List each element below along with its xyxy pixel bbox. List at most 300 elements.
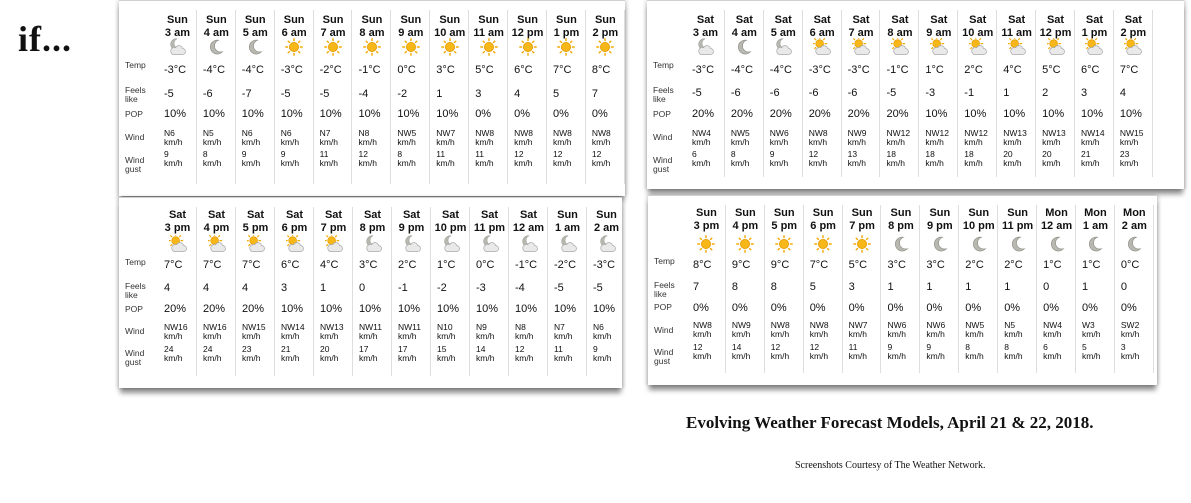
time-label: 6 am	[809, 27, 835, 39]
pop-value: 10%	[593, 303, 616, 315]
sun-icon	[519, 38, 537, 56]
wind-value: NW4 km/h	[692, 128, 711, 147]
wind-unit: km/h	[925, 137, 944, 147]
wind-unit: km/h	[887, 329, 906, 339]
feels-like-value: -2	[437, 282, 447, 294]
time-label: 3 am	[692, 27, 718, 39]
partly-cloudy-icon	[852, 38, 870, 56]
column-header	[1075, 14, 1114, 40]
forecast-column	[275, 1, 314, 196]
wind-gust-value: 12 km/h	[514, 149, 533, 168]
wind-value: NW9 km/h	[847, 128, 867, 147]
wind-value: NW8 km/h	[591, 128, 611, 147]
row-label-wind-gust: Wind gust	[653, 155, 673, 174]
forecast-column	[158, 1, 197, 196]
feels-like-value: 4	[514, 88, 521, 100]
wind-gust-value: 9 km/h	[241, 149, 261, 168]
partly-cloudy-icon	[325, 235, 343, 253]
wind-gust-value: 8 km/h	[965, 342, 984, 361]
forecast-column	[882, 196, 921, 385]
forecast-column	[804, 196, 843, 385]
wind-value: N6 km/h	[593, 322, 612, 341]
temp-value: 8°C	[693, 259, 712, 271]
gust-unit: km/h	[693, 351, 712, 361]
forecast-column	[881, 1, 920, 189]
feels-like-value: 4	[1119, 87, 1127, 99]
time-label: 8 am	[359, 27, 385, 39]
gust-unit: km/h	[1042, 158, 1061, 168]
forecast-column	[998, 196, 1037, 385]
wind-value: W3 km/h	[1082, 320, 1101, 339]
partly-cloudy-icon	[813, 38, 831, 56]
pop-value: 10%	[398, 303, 421, 315]
temp-value: 6°C	[281, 259, 300, 271]
wind-value: NW9 km/h	[731, 320, 751, 339]
caption: Evolving Weather Forecast Models, April 21 & 22, 2018.	[686, 413, 1094, 432]
wind-gust-value: 12 km/h	[770, 342, 790, 361]
day-label: Sun	[851, 207, 873, 219]
time-label: 6 pm	[810, 220, 836, 232]
wind-value: NW16 km/h	[203, 322, 227, 341]
time-label: 9 pm	[398, 222, 425, 234]
row-label-wind: Wind	[653, 132, 673, 142]
sun-icon	[480, 38, 498, 56]
pop-value: 0%	[965, 302, 982, 314]
pop-value: 20%	[886, 108, 909, 120]
wind-value: NW16 km/h	[164, 322, 188, 341]
forecast-column	[236, 1, 275, 196]
column-header	[1115, 207, 1154, 233]
wind-unit: km/h	[770, 329, 790, 339]
temp-value: -3°C	[808, 64, 831, 76]
wind-gust-value: 20 km/h	[320, 344, 339, 363]
temp-value: 6°C	[514, 64, 533, 76]
pop-value: 0%	[1004, 302, 1021, 314]
feels-like-value: 1	[1004, 281, 1011, 293]
column-header	[882, 207, 921, 233]
wind-unit: km/h	[926, 329, 945, 339]
pop-value: 10%	[925, 108, 948, 120]
temp-value: 0°C	[476, 259, 495, 271]
wind-unit: km/h	[515, 331, 534, 341]
day-label: Sat	[246, 209, 265, 221]
time-label: 5 pm	[242, 222, 269, 234]
time-label: 3 am	[164, 27, 190, 39]
day-label: Sat	[1008, 14, 1026, 26]
forecast-column	[431, 198, 470, 388]
column-header	[686, 14, 725, 40]
gust-unit: km/h	[241, 158, 261, 168]
forecast-column	[1037, 196, 1076, 385]
temp-value: 2°C	[398, 259, 417, 271]
feels-like-value: -5	[593, 282, 603, 294]
wind-gust-value: 9 km/h	[280, 149, 300, 168]
row-label-wind-gust: Wind gust	[654, 347, 674, 366]
day-label: Mon	[1084, 207, 1107, 219]
day-label: Sun	[322, 14, 344, 26]
partly-cloudy-icon	[286, 235, 304, 253]
column-header	[919, 14, 958, 40]
gust-unit: km/h	[358, 158, 377, 168]
panel-top-right	[647, 0, 1184, 189]
wind-value: NW6 km/h	[769, 128, 789, 147]
moon-icon	[207, 38, 225, 56]
time-label: 11 pm	[473, 222, 506, 234]
forecast-column	[392, 198, 431, 388]
time-label: 4 am	[203, 27, 229, 39]
wind-gust-value: 12 km/h	[693, 342, 712, 361]
forecast-column	[842, 1, 881, 189]
wind-value: NW11 km/h	[398, 322, 421, 341]
wind-value: NW13 km/h	[1003, 128, 1027, 147]
temp-value: 1°C	[925, 64, 944, 76]
gust-unit: km/h	[1119, 158, 1139, 168]
wind-unit: km/h	[964, 137, 983, 147]
day-label: Sat	[891, 14, 909, 26]
gust-unit: km/h	[886, 158, 905, 168]
temp-value: -1°C	[886, 64, 909, 76]
partly-cloudy-night-icon	[442, 235, 460, 253]
wind-gust-value: 12 km/h	[358, 149, 377, 168]
day-label: Sat	[969, 14, 987, 26]
column-header	[469, 14, 508, 40]
column-header	[843, 207, 882, 233]
row-label-temp: Temp	[125, 60, 146, 70]
partly-cloudy-night-icon	[696, 38, 714, 56]
day-label: Mon	[1123, 207, 1146, 219]
row-label-wind-gust: Wind gust	[125, 348, 145, 367]
temp-value: 9°C	[731, 259, 751, 271]
forecast-column	[509, 198, 548, 388]
wind-gust-value: 18 km/h	[886, 149, 905, 168]
wind-gust-value: 23 km/h	[1119, 149, 1139, 168]
wind-value: NW12 km/h	[925, 128, 950, 147]
time-label: 2 pm	[1120, 27, 1147, 39]
gust-unit: km/h	[164, 158, 183, 168]
wind-value: N7 km/h	[319, 128, 339, 147]
temp-value: 5°C	[475, 64, 494, 76]
feels-like-value: -2	[397, 88, 408, 100]
wind-gust-value: 20 km/h	[1003, 149, 1022, 168]
column-header	[391, 14, 430, 40]
gust-unit: km/h	[398, 353, 417, 363]
column-header	[275, 209, 314, 235]
forecast-column	[314, 198, 353, 388]
column-header	[764, 14, 803, 40]
pop-value: 0%	[926, 302, 943, 314]
day-label: Sun	[968, 207, 990, 219]
wind-gust-value: 8 km/h	[1004, 342, 1023, 361]
pop-value: 10%	[358, 108, 381, 120]
partly-cloudy-icon	[930, 38, 948, 56]
wind-unit: km/h	[164, 331, 183, 341]
time-label: 2 am	[1121, 220, 1147, 232]
gust-unit: km/h	[514, 158, 533, 168]
wind-unit: km/h	[242, 331, 261, 341]
time-label: 11 am	[473, 27, 504, 39]
forecast-column	[803, 1, 842, 189]
moon-icon	[735, 38, 753, 56]
temp-value: 0°C	[1120, 259, 1140, 271]
feels-like-value: -4	[515, 282, 525, 294]
column-header	[430, 14, 469, 40]
forecast-column	[197, 1, 236, 196]
day-label: Sun	[1007, 207, 1029, 219]
wind-gust-value: 11 km/h	[554, 344, 573, 363]
forecast-column	[275, 198, 314, 388]
wind-gust-value: 6 km/h	[692, 149, 711, 168]
forecast-column	[1036, 1, 1075, 189]
wind-unit: km/h	[437, 331, 456, 341]
column-header	[725, 14, 764, 40]
temp-value: 2°C	[964, 64, 983, 76]
wind-gust-value: 9 km/h	[926, 342, 945, 361]
temp-value: 1°C	[1043, 259, 1062, 271]
panel-top-left	[119, 0, 625, 196]
gust-unit: km/h	[692, 158, 711, 168]
forecast-column	[687, 196, 726, 385]
column-header	[314, 14, 353, 40]
row-label-pop: POP	[125, 109, 143, 119]
time-label: 8 pm	[359, 222, 386, 234]
pop-value: 10%	[164, 108, 187, 120]
forecast-column	[587, 198, 622, 388]
wind-value: SW2 km/h	[1120, 320, 1140, 339]
column-header	[431, 209, 470, 235]
day-label: Sat	[1046, 14, 1065, 26]
wind-value: NW7 km/h	[436, 128, 456, 147]
forecast-column	[686, 1, 725, 189]
wind-unit: km/h	[436, 137, 455, 147]
feels-like-value: 4	[203, 282, 210, 294]
column-header	[158, 209, 197, 235]
feels-like-value: -6	[202, 88, 213, 100]
feels-like-value: 2	[1042, 87, 1049, 99]
temp-value: 7°C	[809, 259, 829, 271]
time-label: 9 pm	[926, 220, 953, 232]
column-header	[958, 14, 997, 40]
column-header	[509, 209, 548, 235]
column-header	[508, 14, 547, 40]
forecast-column	[548, 198, 587, 388]
feels-like-value: -5	[280, 88, 291, 100]
wind-unit: km/h	[1043, 329, 1062, 339]
row-label-temp: Temp	[653, 60, 674, 70]
partly-cloudy-icon	[1124, 38, 1142, 56]
credit: Screenshots Courtesy of The Weather Network.	[795, 460, 986, 471]
wind-unit: km/h	[281, 331, 300, 341]
wind-gust-value: 17 km/h	[398, 344, 417, 363]
time-label: 12 am	[1040, 220, 1073, 232]
time-label: 11 am	[1001, 27, 1032, 39]
sun-icon	[736, 235, 754, 253]
time-label: 10 am	[962, 27, 994, 39]
temp-value: -4°C	[769, 64, 792, 76]
time-label: 5 pm	[771, 220, 798, 232]
moon-icon	[1125, 235, 1143, 253]
temp-value: -3°C	[164, 64, 187, 76]
gust-unit: km/h	[593, 353, 612, 363]
forecast-column	[391, 1, 430, 196]
pop-value: 10%	[281, 303, 304, 315]
column-header	[197, 209, 236, 235]
time-label: 4 pm	[732, 220, 759, 232]
column-header	[726, 207, 765, 233]
feels-like-value: -1	[964, 87, 975, 99]
wind-gust-value: 24 km/h	[203, 344, 222, 363]
wind-value: N6 km/h	[241, 128, 261, 147]
feels-like-value: 8	[731, 281, 739, 293]
feels-like-value: 1	[1003, 87, 1010, 99]
wind-unit: km/h	[241, 137, 261, 147]
wind-gust-value: 21 km/h	[281, 344, 300, 363]
temp-value: 1°C	[1082, 259, 1101, 271]
pop-value: 10%	[319, 108, 342, 120]
feels-like-value: -3	[476, 282, 486, 294]
moon-icon	[970, 235, 988, 253]
wind-value: NW15 km/h	[242, 322, 266, 341]
day-label: Sat	[696, 14, 714, 26]
column-header	[197, 14, 236, 40]
feels-like-value: -5	[164, 88, 174, 100]
day-label: Sun	[773, 207, 795, 219]
time-label: 2 pm	[592, 27, 619, 39]
wind-unit: km/h	[280, 137, 300, 147]
wind-gust-value: 15 km/h	[437, 344, 456, 363]
wind-value: NW11 km/h	[359, 322, 382, 341]
pop-value: 10%	[515, 303, 538, 315]
wind-gust-value: 9 km/h	[769, 149, 789, 168]
temp-value: -2°C	[554, 259, 577, 271]
row-label-wind: Wind	[654, 325, 674, 335]
gust-unit: km/h	[397, 158, 416, 168]
wind-unit: km/h	[809, 329, 829, 339]
day-label: Sat	[735, 14, 753, 26]
gust-unit: km/h	[164, 353, 183, 363]
temp-value: 7°C	[242, 259, 261, 271]
temp-value: 7°C	[203, 259, 222, 271]
pop-value: 0%	[809, 302, 826, 314]
column-header	[804, 207, 843, 233]
time-label: 1 pm	[553, 27, 580, 39]
feels-like-value: 3	[281, 282, 288, 294]
pop-value: 10%	[241, 108, 264, 120]
pop-value: 20%	[164, 303, 187, 315]
feels-like-value: 1	[1082, 281, 1089, 293]
wind-unit: km/h	[475, 137, 494, 147]
wind-unit: km/h	[1081, 137, 1100, 147]
temp-value: 4°C	[1003, 64, 1022, 76]
wind-unit: km/h	[202, 137, 222, 147]
column-header	[547, 14, 586, 40]
forecast-column	[314, 1, 353, 196]
feels-like-value: 3	[1081, 87, 1088, 99]
day-label: Sun	[478, 14, 500, 26]
temp-value: 8°C	[591, 64, 611, 76]
gust-unit: km/h	[515, 353, 534, 363]
wind-value: N5 km/h	[1004, 320, 1023, 339]
day-label: Sun	[734, 207, 756, 219]
wind-unit: km/h	[1119, 137, 1139, 147]
temp-value: 5°C	[848, 259, 868, 271]
pop-value: 0%	[693, 302, 709, 314]
forecast-column	[726, 196, 765, 385]
wind-gust-value: 11 km/h	[848, 342, 868, 361]
feels-like-value: 5	[809, 281, 816, 293]
wind-gust-value: 13 km/h	[847, 149, 867, 168]
temp-value: -1°C	[515, 259, 538, 271]
wind-value: NW5 km/h	[965, 320, 985, 339]
wind-unit: km/h	[514, 137, 533, 147]
gust-unit: km/h	[925, 158, 944, 168]
column-header	[998, 207, 1037, 233]
forecast-column	[919, 1, 958, 189]
partly-cloudy-night-icon	[559, 235, 577, 253]
pop-value: 20%	[730, 108, 753, 120]
column-header	[803, 14, 842, 40]
time-label: 7 am	[320, 27, 346, 39]
day-label: Sun	[696, 207, 717, 219]
row-label-feels-like: Feels like	[654, 280, 675, 299]
wind-gust-value: 12 km/h	[809, 342, 829, 361]
day-label: Sat	[168, 209, 187, 221]
wind-value: NW5 km/h	[397, 128, 417, 147]
wind-gust-value: 17 km/h	[359, 344, 378, 363]
wind-gust-value: 11 km/h	[436, 149, 455, 168]
gust-unit: km/h	[769, 158, 789, 168]
day-label: Sun	[596, 209, 617, 221]
time-label: 5 am	[242, 27, 268, 39]
row-label-wind: Wind	[125, 326, 145, 336]
pop-value: 0%	[591, 108, 608, 120]
pop-value: 10%	[476, 303, 499, 315]
feels-like-value: 5	[553, 88, 560, 100]
partly-cloudy-night-icon	[520, 235, 538, 253]
feels-like-value: -7	[241, 88, 252, 100]
wind-value: N9 km/h	[476, 322, 495, 341]
row-label-feels-like: Feels like	[125, 281, 146, 300]
temp-value: 7°C	[553, 64, 572, 76]
day-label: Sat	[852, 14, 870, 26]
gust-unit: km/h	[1004, 351, 1023, 361]
gust-unit: km/h	[965, 351, 984, 361]
wind-unit: km/h	[692, 137, 711, 147]
wind-unit: km/h	[808, 137, 828, 147]
day-label: Sun	[929, 207, 951, 219]
wind-gust-value: 14 km/h	[731, 342, 751, 361]
wind-gust-value: 8 km/h	[202, 149, 222, 168]
gust-unit: km/h	[809, 351, 829, 361]
pop-value: 10%	[320, 303, 343, 315]
column-header	[353, 209, 392, 235]
day-label: Sun	[557, 209, 578, 221]
pop-value: 20%	[847, 108, 870, 120]
forecast-column	[764, 1, 803, 189]
feels-like-value: 0	[359, 282, 366, 294]
pop-value: 0%	[887, 302, 904, 314]
gust-unit: km/h	[359, 353, 378, 363]
temp-value: 3°C	[887, 259, 906, 271]
sun-icon	[324, 38, 342, 56]
time-label: 2 am	[593, 222, 620, 234]
pop-value: 0%	[553, 108, 569, 120]
time-label: 8 am	[887, 27, 913, 39]
gust-unit: km/h	[437, 353, 456, 363]
feels-like-value: 4	[164, 282, 171, 294]
time-label: 12 am	[512, 222, 545, 234]
day-label: Sat	[774, 14, 792, 26]
pop-value: 0%	[1043, 302, 1059, 314]
